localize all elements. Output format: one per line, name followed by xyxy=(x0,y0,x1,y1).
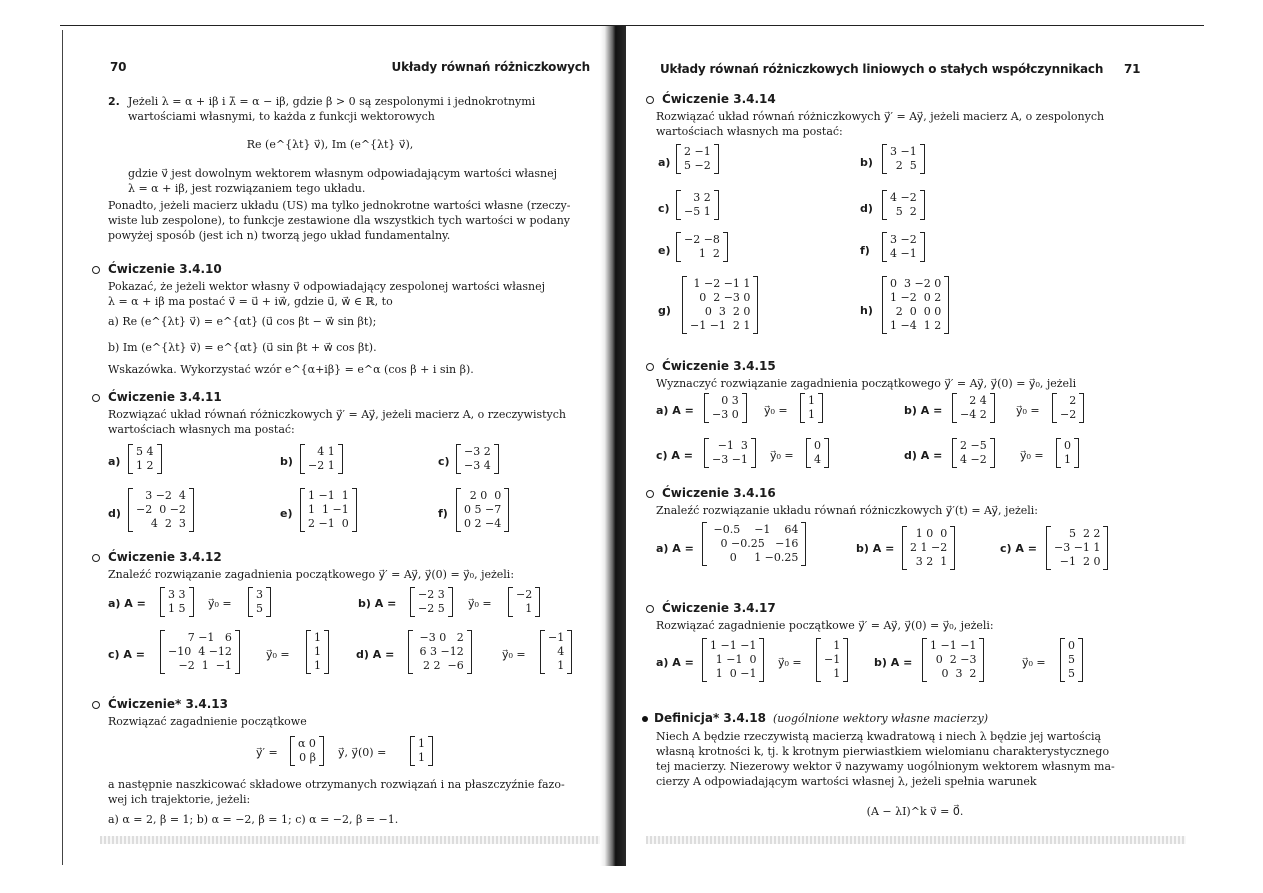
book-spine xyxy=(600,26,626,866)
matrix: 1 −1 1 1 1 −1 2 −1 0 xyxy=(300,488,357,532)
label: a) xyxy=(108,455,121,468)
label: b) A = xyxy=(904,404,943,417)
label: d) xyxy=(108,507,121,520)
label: b) A = xyxy=(358,597,397,610)
label: c) xyxy=(438,455,450,468)
text-line: wej ich trajektorie, jeżeli: xyxy=(108,793,251,806)
item-number: 2. xyxy=(108,95,120,108)
text-line: Rozwiązać zagadnienie początkowe y⃗′ = Ay⃗, y⃗(0) = y⃗₀, jeżeli: xyxy=(656,619,994,632)
text-line: powyżej sposób (jest ich n) tworzą jego układ fundamentalny. xyxy=(108,229,451,242)
page-shadow xyxy=(646,836,1186,844)
vector: 1 1 xyxy=(410,736,433,766)
label: f) xyxy=(438,507,448,520)
circle-icon xyxy=(646,96,654,104)
label: d) A = xyxy=(904,449,943,462)
text-line: gdzie v⃗ jest dowolnym wektorem własnym odpowiadającym wartości własnej xyxy=(128,167,558,180)
text-line: λ = α + iβ, jest rozwiązaniem tego układu. xyxy=(128,182,366,195)
left-page xyxy=(60,26,600,866)
text-line: tej macierzy. Niezerowy wektor v⃗ nazywamy uogólnionym wektorem własnym ma- xyxy=(656,760,1115,773)
exercise-heading: Ćwiczenie 3.4.12 xyxy=(92,550,222,565)
matrix: 2 −1 5 −2 xyxy=(676,144,719,174)
text-line: λ = α + iβ ma postać v⃗ = u⃗ + iw⃗, gdzie u⃗, w⃗ ∈ ℝ, to xyxy=(108,295,393,308)
matrix: −2 3 −2 5 xyxy=(410,587,453,617)
matrix: 2 −5 4 −2 xyxy=(952,438,995,468)
text-line: wartościach własnych ma postać: xyxy=(656,125,843,138)
matrix: 3 −2 4 −1 xyxy=(882,232,925,262)
vector: 1 1 1 xyxy=(306,630,329,674)
vector: 1 1 xyxy=(800,393,823,423)
matrix: −3 2 −3 4 xyxy=(456,444,499,474)
y0-label: y⃗₀ = xyxy=(468,597,492,610)
exercise-heading: Ćwiczenie 3.4.16 xyxy=(646,486,776,501)
label: a) A = xyxy=(656,404,694,417)
circle-icon xyxy=(646,605,654,613)
text-line: Znaleźć rozwiązanie zagadnienia początkowego y⃗′ = Ay⃗, y⃗(0) = y⃗₀, jeżeli: xyxy=(108,568,515,581)
matrix: 3 3 1 5 xyxy=(160,587,194,617)
exercise-heading: Ćwiczenie 3.4.15 xyxy=(646,359,776,374)
definition-heading: Definicja* 3.4.18 (uogólnione wektory własne macierzy) xyxy=(642,711,988,726)
label: a) xyxy=(658,156,671,169)
text-line: Rozwiązać układ równań różniczkowych y⃗′ = Ay⃗, jeżeli macierz A, o zespolonych xyxy=(656,110,1105,123)
running-title: Układy równań różniczkowych xyxy=(391,60,590,74)
label: h) xyxy=(860,304,873,317)
formula: y⃗′ = xyxy=(256,746,278,759)
circle-icon xyxy=(646,490,654,498)
circle-icon xyxy=(646,363,654,371)
text-line: cierzy A odpowiadającym wartości własnej λ, jeżeli spełnia warunek xyxy=(656,775,1037,788)
running-title: Układy równań różniczkowych liniowych o stałych współczynnikach xyxy=(660,62,1104,76)
y0-label: y⃗₀ = xyxy=(502,648,526,661)
vector: 3 5 xyxy=(248,587,271,617)
matrix: 7 −1 6 −10 4 −12 −2 1 −1 xyxy=(160,630,240,674)
y0-label: y⃗₀ = xyxy=(1020,449,1044,462)
text-line: Rozwiązać zagadnienie początkowe xyxy=(108,715,307,728)
vector: 2 −2 xyxy=(1052,393,1084,423)
matrix: 1 −1 −1 0 2 −3 0 3 2 xyxy=(922,638,984,682)
matrix: 4 1 −2 1 xyxy=(300,444,343,474)
label: e) xyxy=(280,507,293,520)
text-line: wiste lub zespolone), to funkcje zestawione dla wszystkich tych wartości w podany xyxy=(108,214,570,227)
text-line: Wyznaczyć rozwiązanie zagadnienia początkowego y⃗′ = Ay⃗, y⃗(0) = y⃗₀, jeżeli xyxy=(656,377,1077,390)
y0-label: y⃗₀ = xyxy=(778,656,802,669)
label: d) xyxy=(860,202,873,215)
matrix: 4 −2 5 2 xyxy=(882,190,925,220)
page-number: 70 xyxy=(110,60,127,74)
matrix: 3 −1 2 5 xyxy=(882,144,925,174)
text-line: a następnie naszkicować składowe otrzymanych rozwiązań i na płaszczyźnie fazo- xyxy=(108,778,565,791)
label: b) A = xyxy=(856,542,895,555)
text-line: Wskazówka. Wykorzystać wzór e^{α+iβ} = e^α (cos β + i sin β). xyxy=(108,363,474,376)
matrix: 3 −2 4 −2 0 −2 4 2 3 xyxy=(128,488,194,532)
label: b) xyxy=(860,156,873,169)
label: a) A = xyxy=(108,597,146,610)
y0-label: y⃗₀ = xyxy=(1022,656,1046,669)
matrix: 1 −1 −1 1 −1 0 1 0 −1 xyxy=(702,638,764,682)
label: d) A = xyxy=(356,648,395,661)
label: c) A = xyxy=(1000,542,1037,555)
formula: Re (e^{λt} v⃗), Im (e^{λt} v⃗), xyxy=(246,138,414,151)
matrix: 5 2 2 −3 −1 1 −1 2 0 xyxy=(1046,526,1108,570)
text-line: a) α = 2, β = 1; b) α = −2, β = 1; c) α = −2, β = −1. xyxy=(108,813,399,826)
text-line: Ponadto, jeżeli macierz układu (US) ma tylko jednokrotne wartości własne (rzeczy- xyxy=(108,199,571,212)
label: e) xyxy=(658,244,671,257)
text-line: Znaleźć rozwiązanie układu równań różniczkowych y⃗′(t) = Ay⃗, jeżeli: xyxy=(656,504,1038,517)
vector: −2 1 xyxy=(508,587,540,617)
page-shadow xyxy=(100,836,600,844)
text-line: Pokazać, że jeżeli wektor własny v⃗ odpowiadający zespolonej wartości własnej xyxy=(108,280,546,293)
text-line: a) Re (e^{λt} v⃗) = e^{αt} (u⃗ cos βt − w⃗ sin βt); xyxy=(108,315,377,328)
text-line: wartościach własnych ma postać: xyxy=(108,423,295,436)
label: c) xyxy=(658,202,670,215)
matrix: −2 −8 1 2 xyxy=(676,232,728,262)
text-line: wartościami własnymi, to każda z funkcji wektorowych xyxy=(128,110,435,123)
label: c) A = xyxy=(108,648,145,661)
exercise-heading: Ćwiczenie 3.4.17 xyxy=(646,601,776,616)
matrix: 3 2 −5 1 xyxy=(676,190,719,220)
matrix: −1 3 −3 −1 xyxy=(704,438,756,468)
y0-label: y⃗₀ = xyxy=(208,597,232,610)
exercise-heading: Ćwiczenie 3.4.11 xyxy=(92,390,222,405)
text-line: Niech A będzie rzeczywistą macierzą kwadratową i niech λ będzie jej wartością xyxy=(656,730,1102,743)
matrix: 1 −2 −1 1 0 2 −3 0 0 3 2 0 −1 −1 2 1 xyxy=(682,276,758,334)
vector: 0 5 5 xyxy=(1060,638,1083,682)
circle-icon xyxy=(92,266,100,274)
exercise-heading: Ćwiczenie* 3.4.13 xyxy=(92,697,228,712)
matrix: α 0 0 β xyxy=(290,736,324,766)
label: g) xyxy=(658,304,671,317)
label: f) xyxy=(860,244,870,257)
label: a) A = xyxy=(656,656,694,669)
vector: 0 4 xyxy=(806,438,829,468)
label: c) A = xyxy=(656,449,693,462)
matrix: 2 0 0 0 5 −7 0 2 −4 xyxy=(456,488,509,532)
exercise-heading: Ćwiczenie 3.4.14 xyxy=(646,92,776,107)
matrix: 5 4 1 2 xyxy=(128,444,162,474)
y0-label: y⃗₀ = xyxy=(770,449,794,462)
text-line: Jeżeli λ = α + iβ i λ̄ = α − iβ, gdzie β > 0 są zespolonymi i jednokrotnymi xyxy=(128,95,536,108)
matrix: −3 0 2 6 3 −12 2 2 −6 xyxy=(408,630,472,674)
label: b) A = xyxy=(874,656,913,669)
y0-label: y⃗₀ = xyxy=(266,648,290,661)
right-page xyxy=(626,26,1204,866)
formula: (A − λI)^k v⃗ = 0⃗. xyxy=(866,805,964,818)
circle-icon xyxy=(92,394,100,402)
text-line: b) Im (e^{λt} v⃗) = e^{αt} (u⃗ sin βt + w⃗ cos βt). xyxy=(108,341,377,354)
circle-icon xyxy=(92,701,100,709)
label: a) A = xyxy=(656,542,694,555)
bullet-icon xyxy=(642,716,648,722)
matrix: 0 3 −3 0 xyxy=(704,393,747,423)
circle-icon xyxy=(92,554,100,562)
exercise-heading: Ćwiczenie 3.4.10 xyxy=(92,262,222,277)
vector: 0 1 xyxy=(1056,438,1079,468)
vector: 1 −1 1 xyxy=(816,638,848,682)
text-line: Rozwiązać układ równań różniczkowych y⃗′ = Ay⃗, jeżeli macierz A, o rzeczywistych xyxy=(108,408,566,421)
y0-label: y⃗₀ = xyxy=(764,404,788,417)
vector: −1 4 1 xyxy=(540,630,572,674)
y0-label: y⃗₀ = xyxy=(1016,404,1040,417)
matrix: 0 3 −2 0 1 −2 0 2 2 0 0 0 1 −4 1 2 xyxy=(882,276,949,334)
matrix: 1 0 0 2 1 −2 3 2 1 xyxy=(902,526,955,570)
text-line: własną krotności k, tj. k krotnym pierwiastkiem wielomianu charakterystycznego xyxy=(656,745,1110,758)
matrix: 2 4 −4 2 xyxy=(952,393,995,423)
formula: y⃗, y⃗(0) = xyxy=(338,746,387,759)
label: b) xyxy=(280,455,293,468)
matrix: −0.5 −1 64 0 −0.25 −16 0 1 −0.25 xyxy=(702,522,806,566)
page-number: 71 xyxy=(1124,62,1141,76)
